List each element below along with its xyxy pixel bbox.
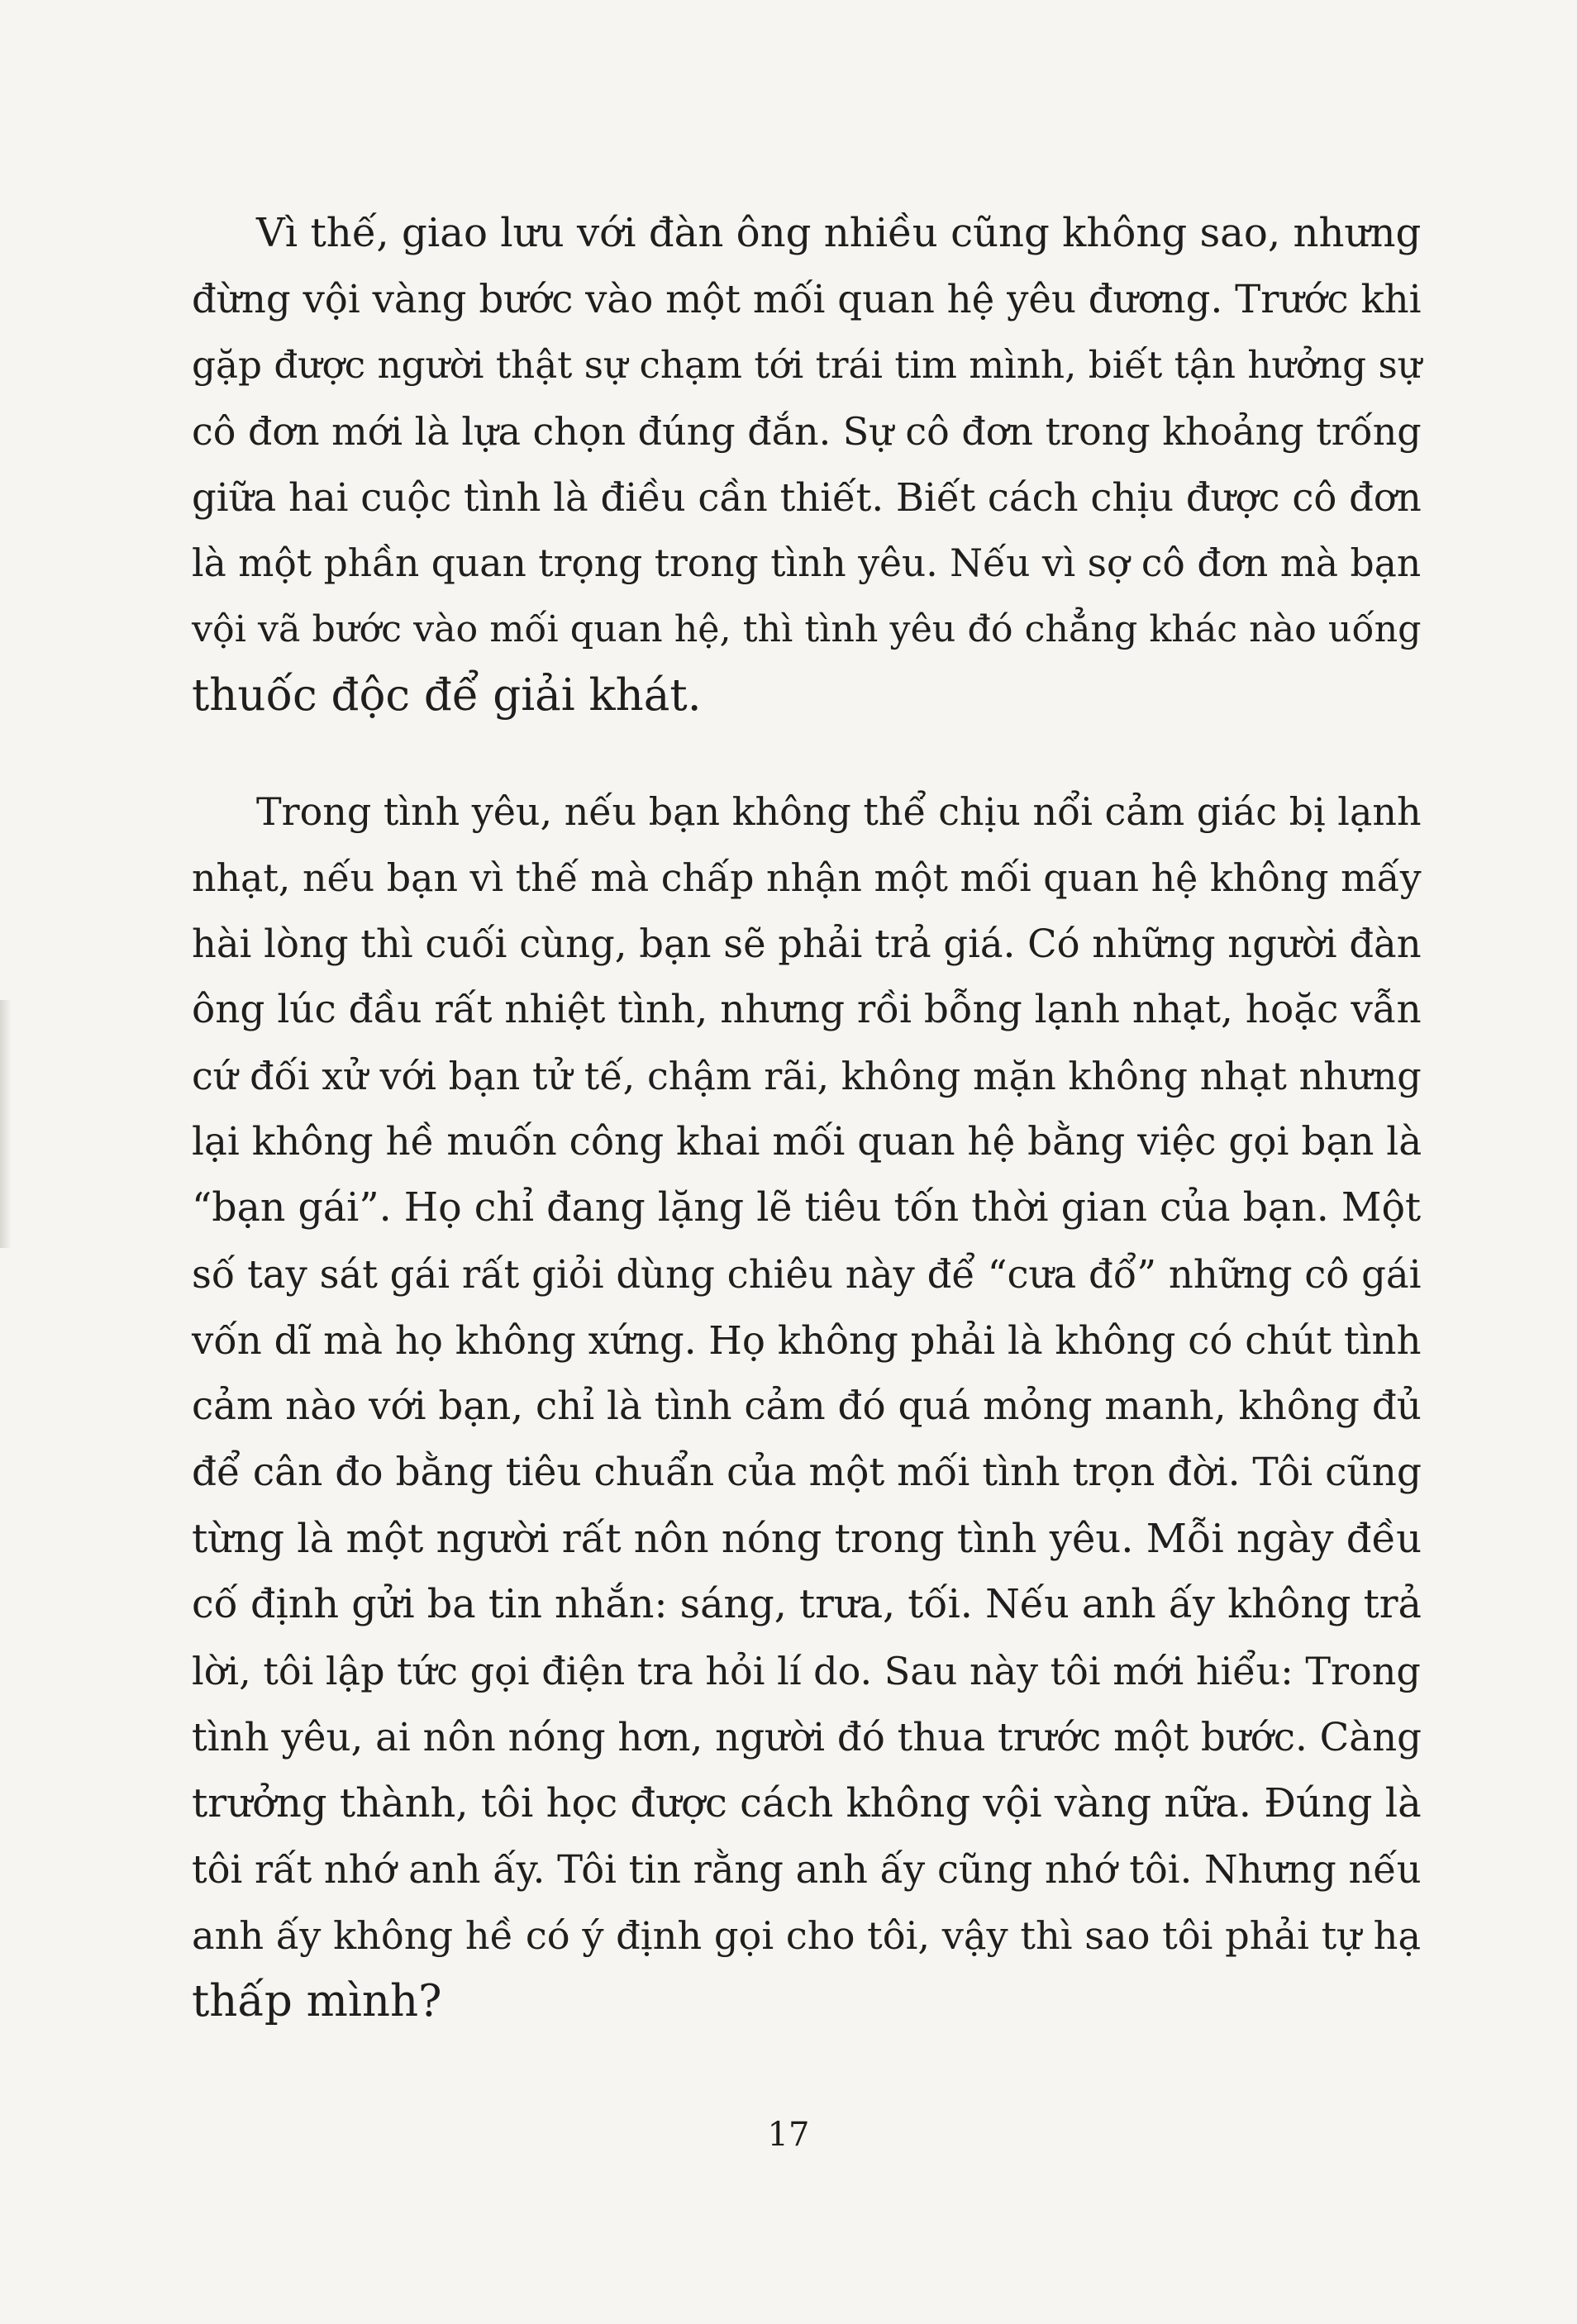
paragraph-line: “bạn gái”. Họ chỉ đang lặng lẽ tiêu tốn thời gian của bạn. Một <box>192 1185 1422 1231</box>
paragraph-line: trưởng thành, tôi học được cách không vội vàng nữa. Đúng là <box>192 1780 1422 1826</box>
paragraph-line: hài lòng thì cuối cùng, bạn sẽ phải trả giá. Có những người đàn <box>192 922 1422 966</box>
paragraph-line: tôi rất nhớ anh ấy. Tôi tin rằng anh ấy cũng nhớ tôi. Nhưng nếu <box>192 1847 1422 1892</box>
paragraph-line: vốn dĩ mà họ không xứng. Họ không phải là không có chút tình <box>192 1318 1422 1363</box>
paragraph-1 <box>192 200 1422 729</box>
paragraph-line: cứ đối xử với bạn tử tế, chậm rãi, không mặn không nhạt nhưng <box>192 1054 1422 1098</box>
paragraph-line: lời, tôi lập tức gọi điện tra hỏi lí do. Sau này tôi mới hiểu: Trong <box>192 1649 1421 1693</box>
paragraph-line: để cân đo bằng tiêu chuẩn của một mối tình trọn đời. Tôi cũng <box>192 1450 1422 1495</box>
paragraph-line: Vì thế, giao lưu với đàn ông nhiều cũng không sao, nhưng <box>256 210 1422 256</box>
paragraph-line: anh ấy không hề có ý định gọi cho tôi, vậy thì sao tôi phải tự hạ <box>192 1913 1422 1958</box>
paragraph-line: giữa hai cuộc tình là điều cần thiết. Biết cách chịu được cô đơn <box>192 475 1422 520</box>
paragraph-line: thuốc độc để giải khát. <box>192 670 702 721</box>
page-edge-shadow <box>0 1000 12 1248</box>
paragraph-2 <box>192 779 1422 2035</box>
paragraph-line: cô đơn mới là lựa chọn đúng đắn. Sự cô đơn trong khoảng trống <box>192 409 1422 454</box>
paragraph-line: số tay sát gái rất giỏi dùng chiêu này để “cưa đổ” những cô gái <box>192 1252 1422 1297</box>
paragraph-line: đừng vội vàng bước vào một mối quan hệ yêu đương. Trước khi <box>192 277 1422 321</box>
page-number: 17 <box>767 2116 810 2154</box>
paragraph-line: ông lúc đầu rất nhiệt tình, nhưng rồi bỗng lạnh nhạt, hoặc vẫn <box>192 987 1422 1032</box>
paragraph-line: Trong tình yêu, nếu bạn không thể chịu nổi cảm giác bị lạnh <box>256 789 1422 834</box>
paragraph-line: là một phần quan trọng trong tình yêu. Nếu vì sợ cô đơn mà bạn <box>192 541 1422 585</box>
paragraph-line: vội vã bước vào mối quan hệ, thì tình yêu đó chẳng khác nào uống <box>192 608 1422 650</box>
paragraph-line: cố định gửi ba tin nhắn: sáng, trưa, tối. Nếu anh ấy không trả <box>192 1582 1422 1627</box>
paragraph-line: gặp được người thật sự chạm tới trái tim mình, biết tận hưởng sự <box>192 343 1422 387</box>
paragraph-line: tình yêu, ai nôn nóng hơn, người đó thua trước một bước. Càng <box>192 1715 1422 1760</box>
paragraph-line: cảm nào với bạn, chỉ là tình cảm đó quá mỏng manh, không đủ <box>192 1384 1422 1429</box>
paragraph-line: từng là một người rất nôn nóng trong tình yêu. Mỗi ngày đều <box>192 1516 1422 1562</box>
paragraph-line: lại không hề muốn công khai mối quan hệ bằng việc gọi bạn là <box>192 1120 1422 1164</box>
paragraph-line: thấp mình? <box>192 1976 442 2026</box>
paragraph-line: nhạt, nếu bạn vì thế mà chấp nhận một mối quan hệ không mấy <box>192 855 1422 900</box>
